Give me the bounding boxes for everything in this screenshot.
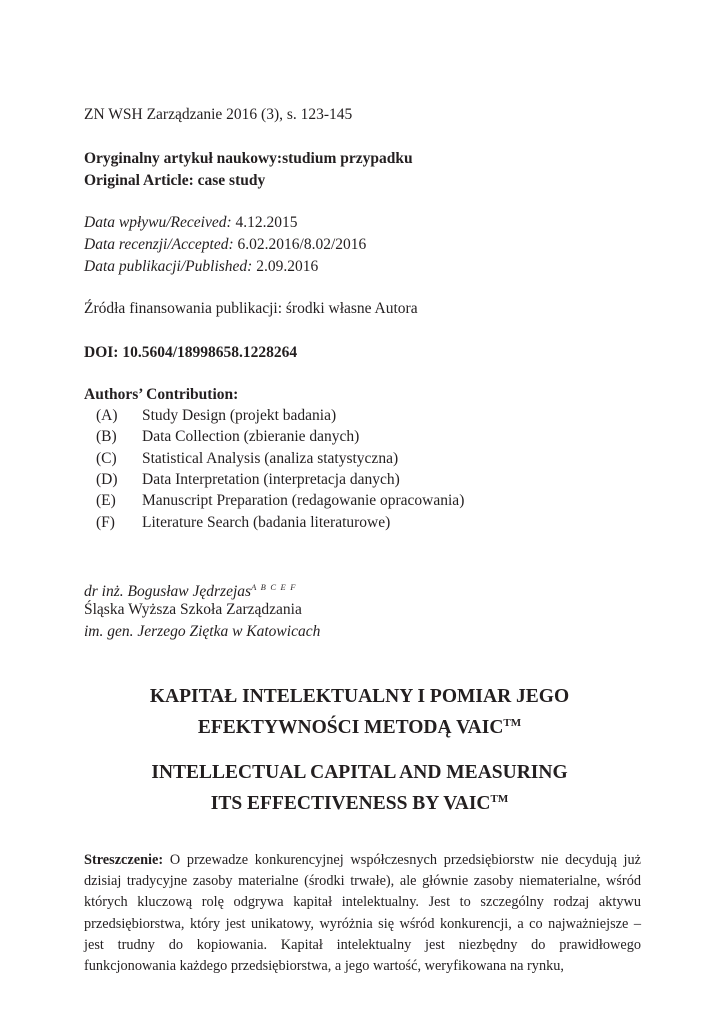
contribution-text: Data Collection (zbieranie danych) — [142, 428, 360, 445]
title-en-line2 — [0, 786, 719, 817]
funding-source: Źródła finansowania publikacji: środki własne Autora — [84, 300, 418, 317]
doi: DOI: 10.5604/18998658.1228264 — [84, 344, 298, 361]
contribution-code: (E) — [96, 492, 116, 509]
author-roles: A B C E F — [251, 582, 297, 592]
date-received-value: 4.12.2015 — [231, 214, 298, 231]
date-accepted-value: 6.02.2016/8.02/2016 — [233, 236, 367, 253]
contribution-heading: Authors’ Contribution: — [84, 386, 239, 403]
contribution-item — [96, 490, 464, 511]
date-published — [84, 256, 318, 278]
date-accepted-label: Data recenzji/Accepted: — [84, 236, 234, 253]
date-received-label: Data wpływu/Received: — [84, 214, 232, 231]
contribution-text: Study Design (projekt badania) — [142, 407, 337, 424]
contribution-text: Data Interpretation (interpretacja danych) — [142, 471, 400, 488]
date-published-value: 2.09.2016 — [252, 258, 319, 275]
article-type-en: Original Article: case study — [84, 172, 266, 189]
abstract — [84, 850, 641, 977]
contribution-text: Manuscript Preparation (redagowanie opracowania) — [142, 492, 465, 509]
contribution-item — [96, 448, 398, 469]
title-pl-line1: KAPITAŁ INTELEKTUALNY I POMIAR JEGO — [149, 686, 570, 707]
abstract-text: O przewadze konkurencyjnej współczesnych przedsiębiorstw nie decydują już dzisiaj tradycyjne zasoby materialne (środki trwałe), ale głównie zasoby niematerialne, wśród których kluczową rolę odgrywa kapitał intelektualny. Jest to szczególny rodzaj aktywu przedsiębiorstwa, który jest unikatowy, wyróżnia się wśród konkurencji, a co najważniejsze – jest trudny do kopiowania. Kapitał intelektualny jest niezbędny do prawidłowego funkcjonowania każdego przedsiębiorstwa, a jego wartość, weryfikowana na rynku, — [84, 852, 641, 975]
title-en-trademark: TM — [490, 793, 509, 805]
contribution-item — [96, 469, 400, 490]
contribution-item — [96, 426, 359, 447]
contribution-code: (F) — [96, 514, 115, 531]
author-affiliation-2: im. gen. Jerzego Ziętka w Katowicach — [84, 623, 321, 640]
contribution-code: (B) — [96, 428, 117, 445]
title-en-line2-text: ITS EFFECTIVENESS BY VAIC — [210, 793, 491, 814]
contribution-item — [96, 405, 336, 426]
contribution-code: (A) — [96, 407, 118, 424]
contribution-code: (C) — [96, 450, 117, 467]
contribution-text: Statistical Analysis (analiza statystyczna) — [142, 450, 399, 467]
contribution-item — [96, 512, 390, 533]
contribution-code: (D) — [96, 471, 118, 488]
title-pl-trademark: TM — [503, 717, 522, 729]
date-accepted — [84, 234, 366, 256]
title-pl-line2 — [0, 710, 719, 741]
title-pl-line2-text: EFEKTYWNOŚCI METODĄ VAIC — [197, 717, 504, 738]
contribution-text: Literature Search (badania literaturowe) — [142, 514, 391, 531]
article-type-pl: Oryginalny artykuł naukowy:studium przypadku — [84, 150, 413, 167]
author-affiliation-1: Śląska Wyższa Szkoła Zarządzania — [84, 601, 302, 618]
abstract-label: Streszczenie: — [84, 852, 164, 868]
title-en-line1: INTELLECTUAL CAPITAL AND MEASURING — [151, 762, 568, 783]
date-published-label: Data publikacji/Published: — [84, 258, 253, 275]
date-received — [84, 212, 298, 234]
author-name: dr inż. Bogusław Jędrzejas — [84, 583, 252, 600]
journal-citation: ZN WSH Zarządzanie 2016 (3), s. 123-145 — [84, 106, 353, 123]
